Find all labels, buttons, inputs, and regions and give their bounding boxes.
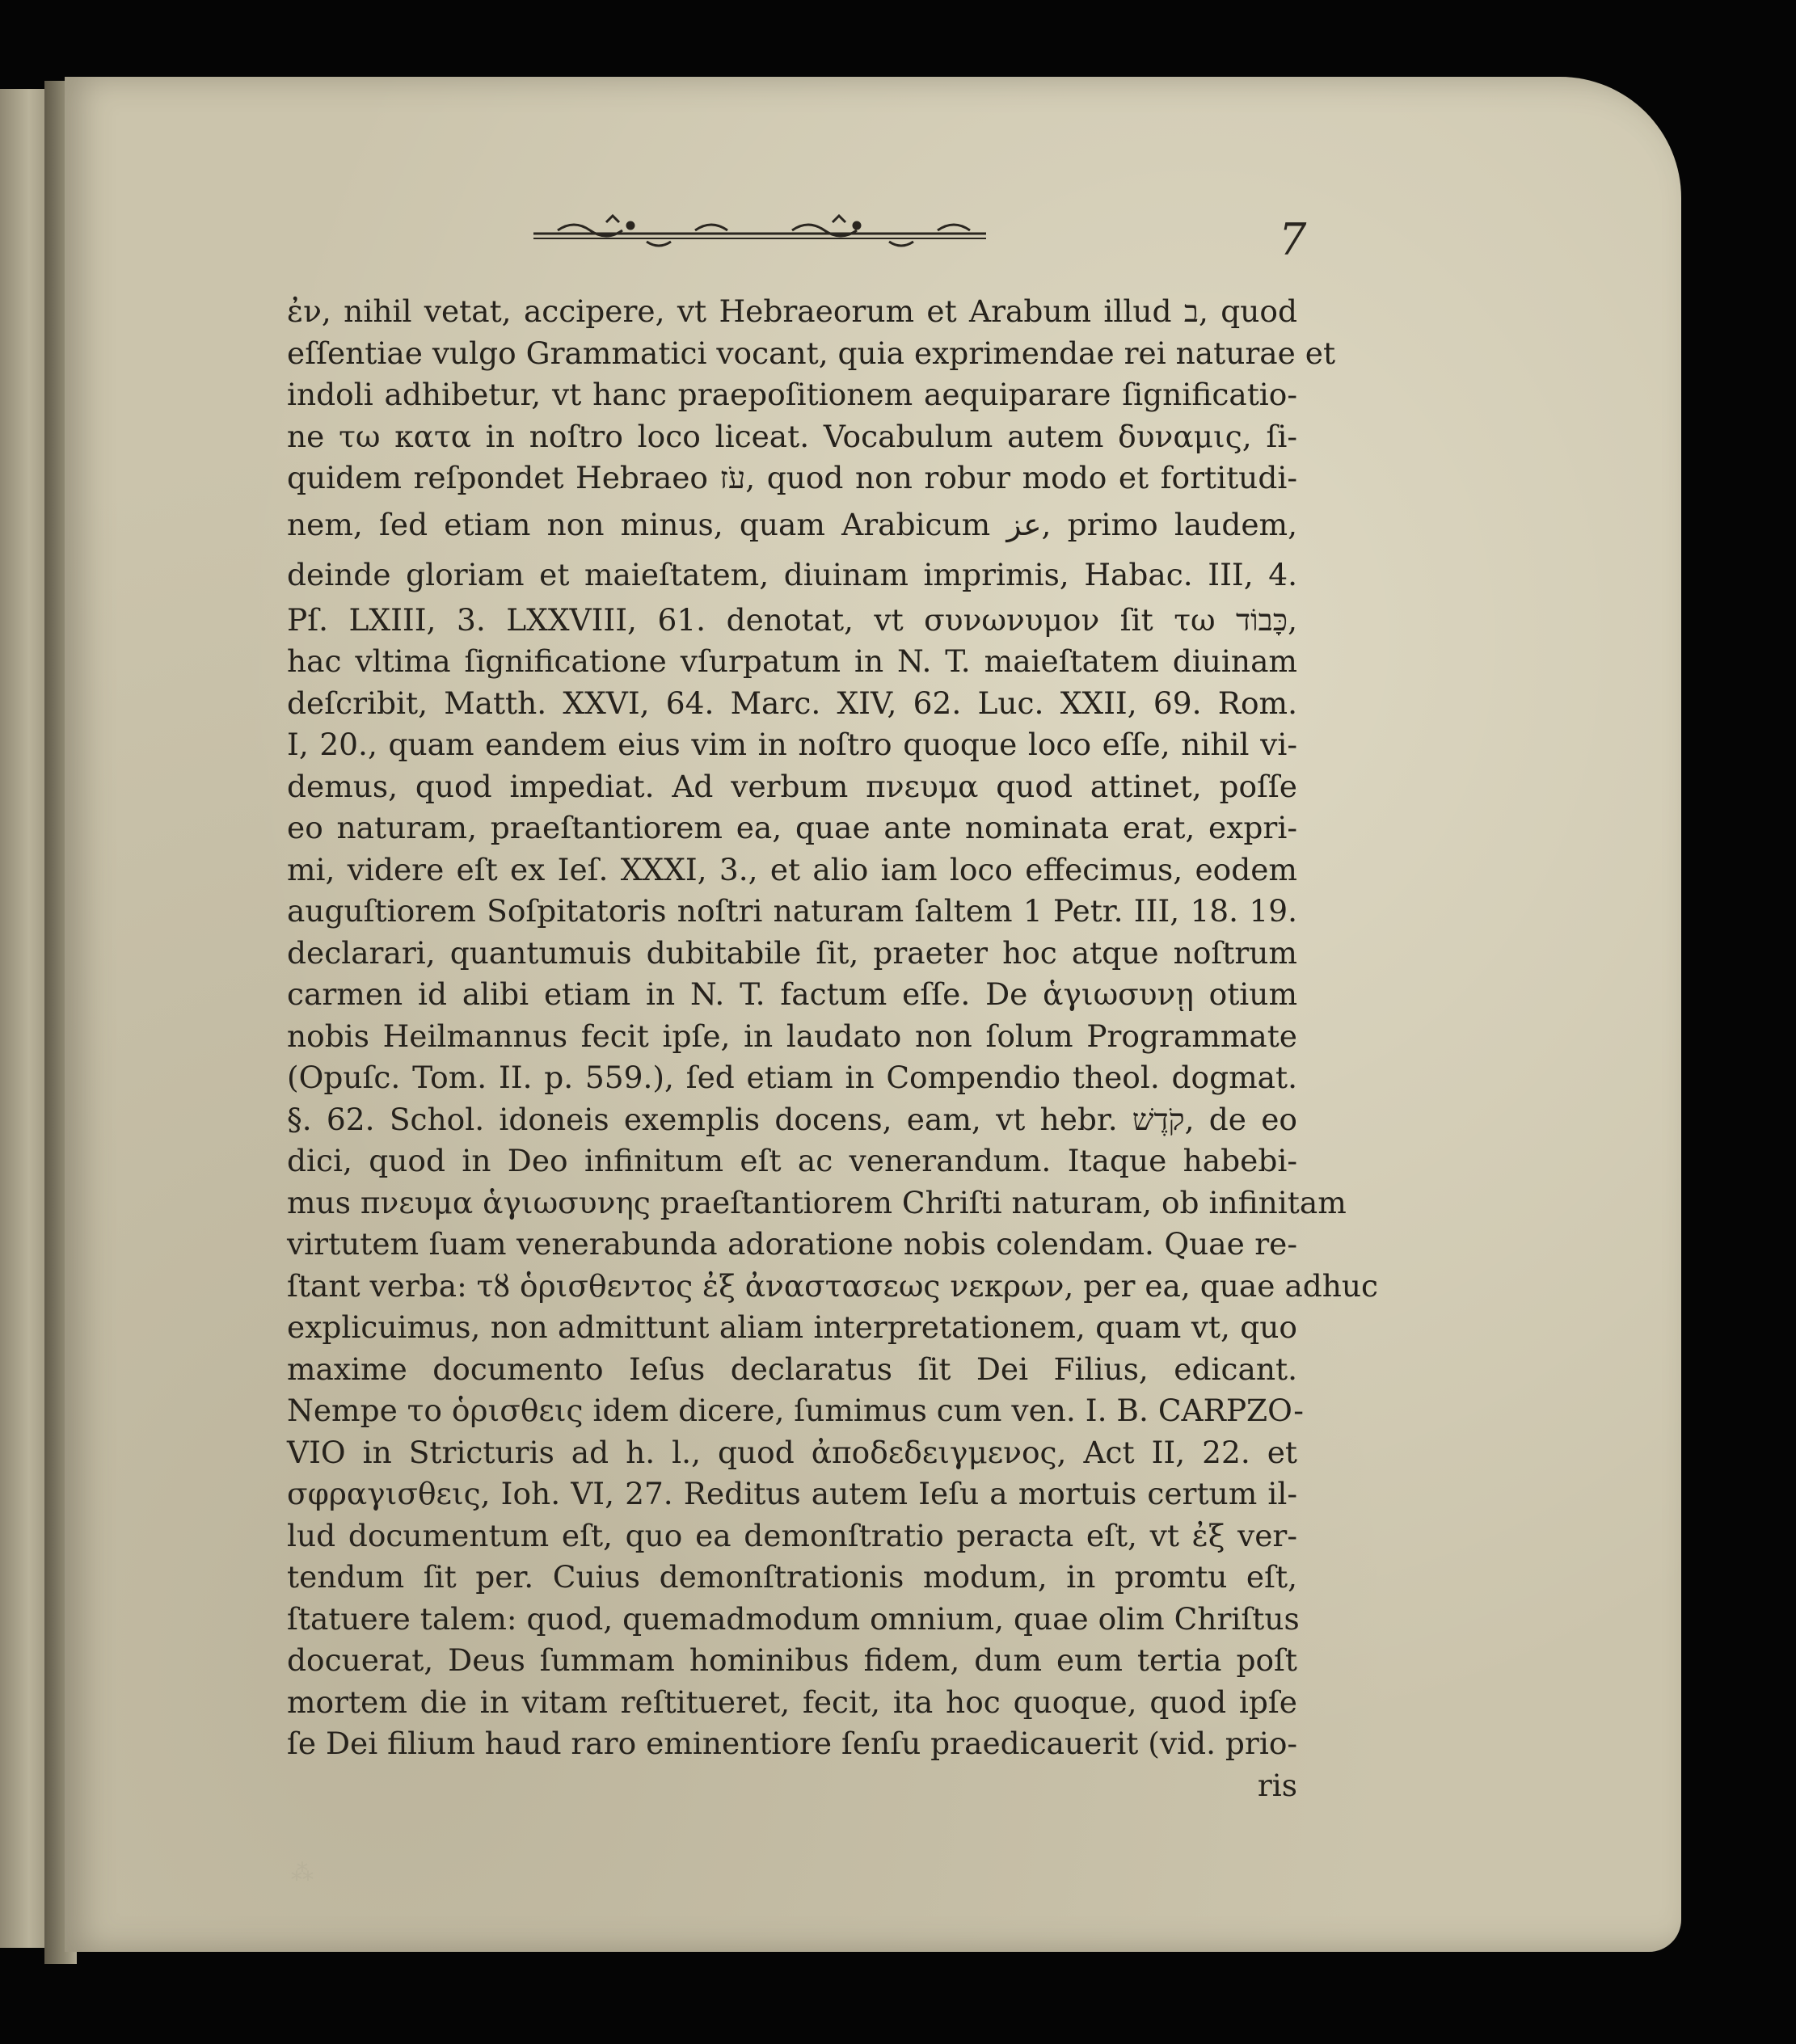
text-line: auguſtiorem Soſpitatoris noſtri naturam ſaltem 1 Petr. III, 18. 19. — [287, 893, 1297, 929]
text-line: quidem reſpondet Hebraeo עֹז, quod non robur modo et fortitudi- — [287, 460, 1297, 495]
text-line: hac vltima ſignificatione vſurpatum in N. T. maieſtatem diuinam — [287, 643, 1297, 679]
text-line: declarari, quantumuis dubitabile ſit, praeter hoc atque noſtrum — [287, 934, 1297, 971]
text-line: mus πνευμα ἁγιωσυνης praeſtantiorem Chriſti naturam, ob infinitam — [287, 1184, 1347, 1220]
text-line: σφραγισθεις, Ioh. VI, 27. Reditus autem Ieſu a mortuis certum il- — [287, 1476, 1297, 1511]
body-text — [287, 291, 1378, 1806]
page-number: 7 — [1279, 214, 1307, 265]
text-line: eo naturam, praeſtantiorem ea, quae ante nominata erat, expri- — [287, 810, 1297, 845]
text-line: I, 20., quam eandem eius vim in noſtro quoque loco eſſe, nihil vi- — [287, 727, 1297, 762]
text-line: demus, quod impediat. Ad verbum πνευμα quod attinet, poſſe — [287, 768, 1297, 804]
text-line: ſtatuere talem: quod, quemadmodum omnium, quae olim Chriſtus — [287, 1600, 1300, 1637]
text-line: dici, quod in Deo infinitum eſt ac venerandum. Itaque habebi- — [287, 1143, 1297, 1178]
text-line: VIO in Stricturis ad h. l., quod ἀποδεδειγμενος, Act II, 22. et — [287, 1434, 1297, 1470]
text-line: virtutem ſuam venerabunda adoratione nobis colendam. Quae re- — [287, 1226, 1297, 1262]
faint-stamp-mark: ⁂ — [291, 1859, 315, 1886]
text-line: docuerat, Deus ſummam hominibus fidem, dum eum tertia poſt — [287, 1642, 1297, 1678]
text-line: Pſ. LXIII, 3. LXXVIII, 61. denotat, vt συνωνυμον ſit τω כָּבוֹד, — [287, 601, 1297, 638]
text-line: §. 62. Schol. idoneis exemplis docens, eam, vt hebr. קֹדֶשׁ, de eo — [287, 1101, 1297, 1137]
text-line: mortem die in vitam reſtitueret, fecit, ita hoc quoque, quod ipſe — [287, 1684, 1297, 1720]
catchword: ris — [1257, 1767, 1297, 1803]
text-line: ἐν, nihil vetat, accipere, vt Hebraeorum et Arabum illud ב, quod — [287, 293, 1297, 329]
text-line: deinde gloriam et maieſtatem, diuinam imprimis, Habac. III, 4. — [287, 556, 1297, 592]
text-line: maxime documento Ieſus declaratus ſit Dei Filius, edicant. — [287, 1351, 1297, 1387]
text-line: (Opuſc. Tom. II. p. 559.), ſed etiam in Compendio theol. dogmat. — [287, 1060, 1297, 1095]
text-line: eſſentiae vulgo Grammatici vocant, quia exprimendae rei naturae et — [287, 335, 1336, 371]
text-line: nem, ſed etiam non minus, quam Arabicum عز, primo laudem, — [287, 506, 1298, 542]
text-line: Nempe το ὁρισθεις idem dicere, ſumimus cum ven. I. B. CARPZO- — [287, 1393, 1304, 1428]
text-line: tendum ſit per. Cuius demonſtrationis modum, in promtu eſt, — [287, 1559, 1297, 1595]
text-line: nobis Heilmannus fecit ipſe, in laudato non ſolum Programmate — [287, 1018, 1297, 1054]
text-line: carmen id alibi etiam in N. T. factum eſſe. De ἁγιωσυνῃ otium — [287, 976, 1297, 1012]
text-line: ſe Dei filium haud raro eminentiore ſenſu praedicauerit (vid. prio- — [287, 1726, 1298, 1761]
header-ornament-icon — [533, 206, 986, 255]
facing-page-edge — [0, 89, 48, 1948]
text-line: lud documentum eſt, quo ea demonſtratio peracta eſt, vt ἐξ ver- — [287, 1517, 1297, 1553]
text-line: deſcribit, Matth. XXVI, 64. Marc. XIV, 62. Luc. XXII, 69. Rom. — [287, 685, 1297, 721]
text-line: indoli adhibetur, vt hanc praepoſitionem aequiparare ſignificatio- — [287, 377, 1297, 412]
text-line: ne τω κατα in noſtro loco liceat. Vocabulum autem δυναμις, ſi- — [287, 418, 1297, 454]
text-line: mi, videre eſt ex Ieſ. XXXI, 3., et alio iam loco effecimus, eodem — [287, 851, 1297, 887]
text-line: ſtant verba: τȣ ὁρισθεντος ἐξ ἀναστασεως νεκρων, per ea, quae adhuc — [287, 1267, 1378, 1304]
text-line: explicuimus, non admittunt aliam interpretationem, quam vt, quo — [287, 1309, 1297, 1345]
